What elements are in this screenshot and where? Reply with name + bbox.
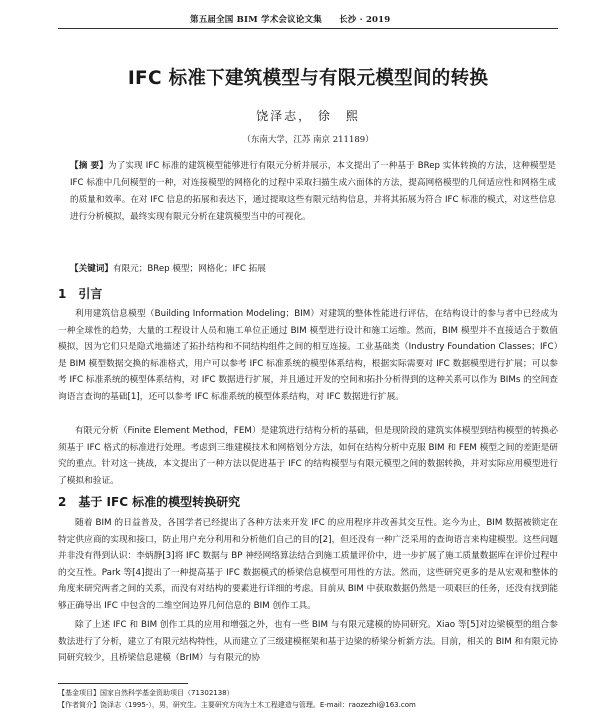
keywords	[70, 262, 556, 274]
paper-title: IFC 标准下建筑模型与有限元模型间的转换	[127, 68, 489, 89]
city-year: 长沙 · 2019	[339, 15, 391, 25]
header-rule	[58, 28, 558, 29]
abstract	[70, 158, 556, 226]
paragraph: 随着 BIM 的日益普及，各国学者已经提出了各种方法来开发 IFC 的应用程序并改善其交互性。迄今为止，BIM 数据被锁定在特定供应商的实现和接口，防止用户充分利用和分析他们自己的目的[2]，但还没有一种广泛采用的查询语言来构建模型。这些问题并非没有得到认识：李炳静[3]将 IFC 数据与 BP 神经网络算法结合到施工质量评价中，进一步扩展了施工质量数据库在评价过程中的交互性。Park 等[4]提出了一种提高基于 IFC 数据模式的桥梁信息模型可用性的方法。然而，这些研究更多的是从宏观和整体的角度来研究两者之间的关系，而没有对结构的要素进行详细的考虑。目前从 BIM 中获取数据仍然是一项艰巨的任务，还没有找到能够正确导出 IFC 中包含的二维空间边界几何信息的 BIM 创作工具。	[58, 518, 558, 611]
authors: 饶泽志， 徐 熙	[256, 109, 360, 123]
section-heading-ifc: 2 基于 IFC 标准的模型转换研究	[58, 495, 241, 509]
footnote-author: 【作者简介】饶泽志（1995-），男，研究生。主要研究方向为土木工程建造与管理。E-mail：raozezhi@163.com	[58, 701, 416, 709]
keywords-label: 【关键词】	[70, 264, 113, 274]
footnote-funding: 【基金项目】国家自然科学基金资助项目（71302138）	[58, 689, 234, 697]
paragraph: 除了上述 IFC 和 BIM 创作工具的应用和增强之外，也有一些 BIM 与有限元建模的协同研究。Xiao 等[5]对边梁模型的组合参数法进行了分析，建立了有限元结构特性，从而建立了三级建模框架和基于边梁的桥梁分析新方法。目前，相关的 BIM 和有限元协同研究较少，且桥梁信息建模（BrIM）与有限元的协	[58, 620, 558, 664]
section-heading-intro: 1 引言	[58, 287, 103, 301]
affiliation: （东南大学，江苏 南京 211189）	[242, 135, 374, 145]
abstract-text: 为了实现 IFC 标准的建筑模型能够进行有限元分析并展示，本文提出了一种基于 BRep 实体转换的方法，这种模型是 IFC 标准中几何模型的一种，对连接模型的网格化的过程中采取扫描生成六面体的方法，提高网格模型的几何适应性和网格生成的质量和效率。在对 IFC 信息的拓展和表达下，通过提取这些有限元结构信息，并将其拓展为符合 IFC 标准的模式，对这些信息进行分析模拟，最终实现有限元分析在建筑模型当中的可视化。	[70, 161, 556, 222]
keywords-text: 有限元；BRep 模型；网格化；IFC 拓展	[112, 264, 266, 274]
running-header	[190, 13, 490, 25]
paragraph: 有限元分析（Finite Element Method，FEM）是建筑进行结构分析的基础，但是现阶段的建筑实体模型到结构模型的转换必须基于 IFC 格式的标准进行处理。考虑到三维建模技术和网格划分方法，如何在结构分析中克服 BIM 和 FEM 模型之间的差距是研究的重点。针对这一挑战，本文提出了一种方法以促进基于 IFC 的结构模型与有限元模型之间的数据转换，并对实际应用模型进行了模拟和验证。	[58, 426, 558, 486]
conference-name: 第五届全国 BIM 学术会议论文集	[190, 15, 322, 25]
footnote-rule	[58, 683, 188, 684]
abstract-label: 【摘 要】	[70, 161, 108, 171]
paragraph: 利用建筑信息模型（Building Information Modeling；BIM）对建筑的整体性能进行评估，在结构设计的参与者中已经成为一种全球性的趋势，大量的工程设计人员和施工单位正通过 BIM 模型进行设计和施工运维。然而，BIM 模型并不直接适合于数值模拟，因为它们只是隐式地描述了拓扑结构和不同结构组件之间的相互连接。工业基础类（Industry Foundation Classes；IFC）是 BIM 模型数据交换的标准格式，用户可以参考 IFC 标准系统的模型体系结构，根据实际需要对 IFC 数据模型进行扩展；可以参考 IFC 标准系统的模型体系结构，对 IFC 数据进行扩展，并且通过开发的空间和拓扑分析得到的这种关系可以作为 BIMs 的空间查询语言查询的基础[1]，还可以参考 IFC 标准系统的模型体系结构，对 IFC 数据进行扩展。	[58, 309, 558, 402]
